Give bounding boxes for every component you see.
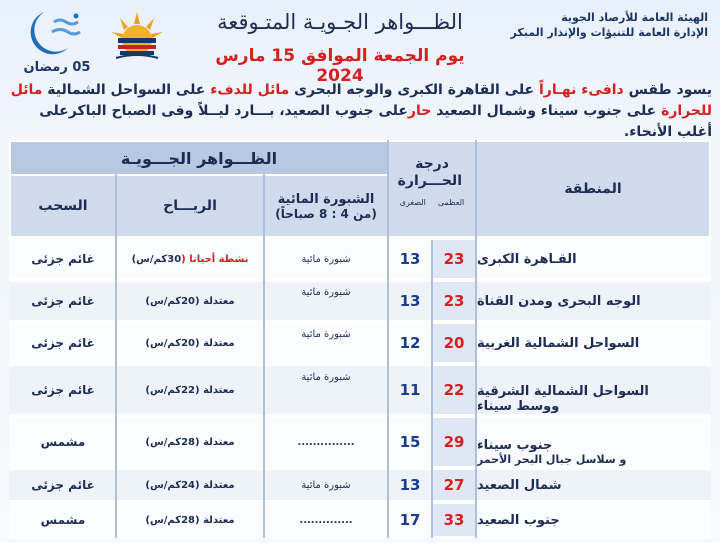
min-temp: 11 (399, 381, 421, 399)
min-temp: 15 (399, 433, 421, 451)
fog-value: شبورة مائية (301, 253, 351, 265)
max-temp: 22 (433, 366, 475, 414)
max-temp: 23 (433, 282, 475, 320)
clouds-value: مشمس (40, 435, 86, 449)
temperature-header-label: درجة الحـــرارة (397, 156, 462, 189)
ema-logo-icon (106, 8, 168, 64)
clouds-value: غائم جزئى (31, 294, 95, 308)
report-header (0, 0, 720, 140)
max-temp: 27 (433, 470, 475, 500)
max-temp: 20 (433, 324, 475, 362)
min-temp: 17 (399, 511, 421, 529)
clouds-value: مشمس (40, 513, 86, 527)
fog-value: شبورة مائية (301, 287, 351, 298)
summary-part-6: مائل للحرارة (10, 82, 712, 119)
summary-part-4: مائل للدفء (210, 82, 290, 98)
min-temp: 13 (399, 250, 421, 268)
column-divider (475, 140, 477, 538)
max-temp: 23 (433, 240, 475, 278)
temperature-header (389, 142, 475, 236)
wind-value: معتدلة ( 22 كم/س) (145, 384, 235, 396)
forecast-date: يوم الجمعة الموافق 15 مارس 2024 (215, 46, 465, 86)
region-name: جنوب سيناء و سلاسل جبال البحر الأحمر (477, 438, 627, 466)
region-header (477, 142, 709, 236)
column-divider (431, 240, 433, 538)
region-name: جنوب الصعيد (477, 512, 560, 528)
org-line-1: الهيئة العامة للأرصاد الجوية (561, 11, 708, 24)
region-name: السواحل الشمالية الغربية (477, 335, 640, 351)
fog-header (265, 176, 387, 236)
clouds-header (11, 176, 115, 236)
fog-value: ............... (297, 436, 355, 448)
region-header-label: المنطقة (564, 181, 622, 197)
fog-header-label: الشبورة المائية (277, 191, 375, 207)
clouds-value: غائم جزئى (31, 383, 95, 397)
page-title: الظـــواهر الجـويـة المتـوقعة (217, 10, 463, 34)
phenomena-header (11, 142, 387, 174)
max-temp: 29 (433, 418, 475, 466)
summary-part-5: على السواحل الشمالية (42, 82, 211, 98)
column-divider (263, 174, 265, 538)
summary-part-1: يسود طقس (623, 82, 712, 98)
fog-value: شبورة مائية (301, 479, 351, 491)
region-name: شمال الصعيد (477, 477, 562, 493)
winds-header (117, 176, 263, 236)
min-temp: 13 (399, 292, 421, 310)
wind-value: معتدلة ( 24 كم/س) (145, 479, 235, 491)
summary-part-9: على جنوب الصعيد، بـــارد ليــلاً وفى الصباح الباكرعلى أغلب الأنحاء. (39, 103, 712, 140)
clouds-value: غائم جزئى (31, 252, 95, 266)
fog-time-label: (من 4 : 8 صباحاً) (275, 206, 377, 221)
fog-value: شبورة مائية (301, 329, 351, 340)
wind-value: معتدلة ( 28 كم/س) (145, 514, 235, 526)
region-name: الوجه البحرى ومدن القناة (477, 293, 641, 309)
region-name: القـاهرة الكبرى (477, 251, 577, 267)
wind-value: معتدلة ( 28 كم/س) (145, 436, 235, 448)
wind-value: معتدلة ( 20 كم/س) (145, 295, 235, 307)
column-divider (387, 140, 389, 538)
forecast-table (9, 140, 711, 538)
min-temp: 12 (399, 334, 421, 352)
summary-part-3: على القاهرة الكبرى والوجه البحرى (289, 82, 539, 98)
summary-part-8: حار (407, 103, 432, 119)
wind-value: نشطة أحيانا ( 30 كم/س) (131, 253, 249, 265)
tmin-header: الصغرى (399, 198, 426, 207)
winds-header-label: الريـــاح (163, 198, 217, 214)
fog-value: شبورة مائية (301, 372, 351, 383)
phenomena-header-label: الظـــواهر الجـــويـة (120, 148, 278, 168)
ramadan-crescent-icon (14, 8, 90, 60)
region-name: السواحل الشمالية الشرقية ووسط سيناء (477, 384, 649, 414)
ramadan-day: 05 رمضان (23, 60, 91, 75)
column-divider (115, 174, 117, 538)
min-temp: 13 (399, 476, 421, 494)
clouds-value: غائم جزئى (31, 336, 95, 350)
forecast-summary (8, 80, 712, 143)
fog-value: .............. (299, 514, 353, 526)
summary-part-2: دافىء نهـاراً (538, 82, 624, 98)
clouds-value: غائم جزئى (31, 478, 95, 492)
max-temp: 33 (433, 504, 475, 536)
tmax-header: العظمى (437, 198, 465, 207)
org-line-2: الإدارة العامة للتنبؤات والإنذار المبكر (510, 26, 708, 39)
clouds-header-label: السحب (38, 198, 88, 214)
summary-part-7: على جنوب سيناء وشمال الصعيد (431, 103, 662, 119)
organization-name (511, 10, 708, 40)
wind-value: معتدلة ( 20 كم/س) (145, 337, 235, 349)
